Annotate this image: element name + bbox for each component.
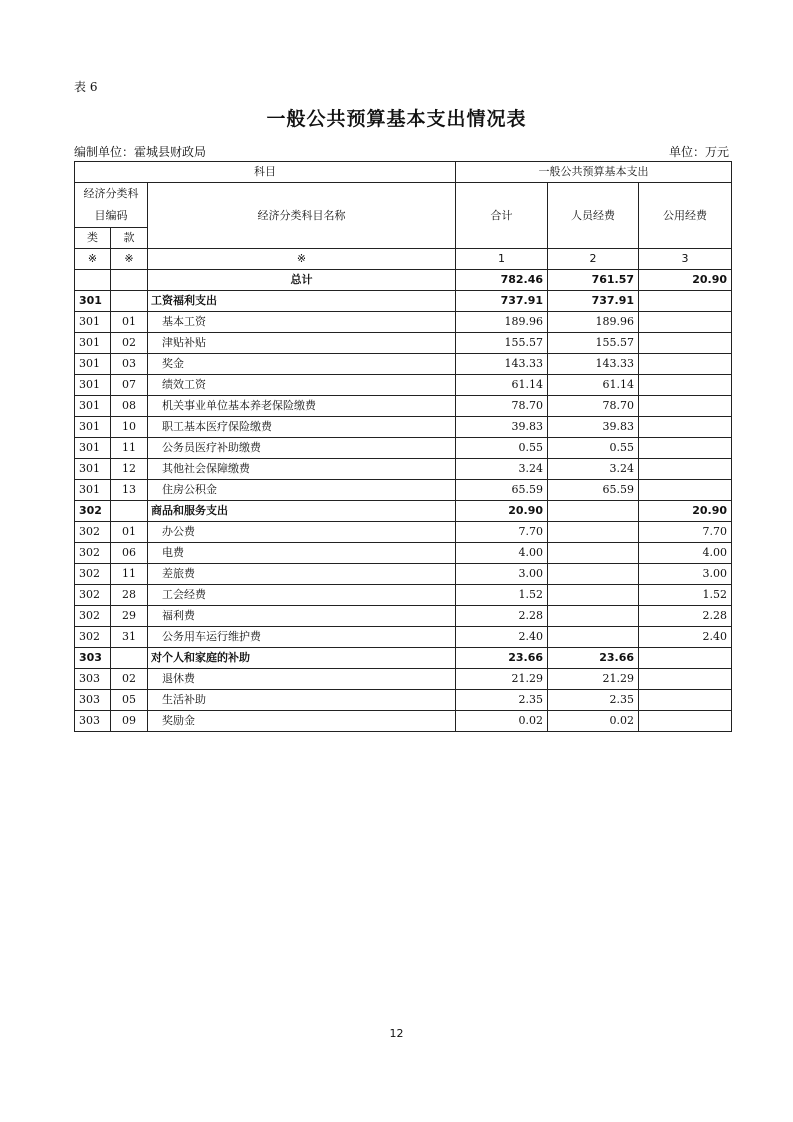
currency-unit: 单位：万元 [668, 145, 729, 159]
public-amount [639, 396, 732, 417]
category-code: 303 [75, 648, 111, 669]
personnel-amount [548, 543, 639, 564]
item-name: 福利费 [148, 606, 456, 627]
page-title: 一般公共预算基本支出情况表 [266, 108, 527, 130]
total-row [75, 270, 732, 291]
category-code: 301 [75, 312, 111, 333]
personnel-amount: 21.29 [548, 669, 639, 690]
table-row [75, 333, 732, 354]
personnel-amount [548, 606, 639, 627]
table-row [75, 396, 732, 417]
table-row [75, 606, 732, 627]
category-code: 303 [75, 711, 111, 732]
personnel-amount: 61.14 [548, 375, 639, 396]
item-code: 29 [111, 606, 148, 627]
personnel-amount: 78.70 [548, 396, 639, 417]
personnel-amount [548, 585, 639, 606]
total-amount: 61.14 [456, 375, 548, 396]
public-amount: 4.00 [639, 543, 732, 564]
item-code: 01 [111, 312, 148, 333]
personnel-amount: 3.24 [548, 459, 639, 480]
item-code [111, 501, 148, 522]
category-code: 302 [75, 585, 111, 606]
total-amount: 155.57 [456, 333, 548, 354]
total-amount: 143.33 [456, 354, 548, 375]
item-name: 其他社会保障缴费 [148, 459, 456, 480]
table-row [75, 480, 732, 501]
public-header: 公用经费 [639, 183, 732, 249]
total-amount: 4.00 [456, 543, 548, 564]
item-code: 09 [111, 711, 148, 732]
public-amount [639, 669, 732, 690]
table-row [75, 543, 732, 564]
public-amount: 20.90 [639, 501, 732, 522]
item-name: 退休费 [148, 669, 456, 690]
personnel-amount: 39.83 [548, 417, 639, 438]
public-amount: 2.40 [639, 627, 732, 648]
public-amount [639, 291, 732, 312]
item-name: 生活补助 [148, 690, 456, 711]
total-amount: 1.52 [456, 585, 548, 606]
personnel-amount: 0.02 [548, 711, 639, 732]
public-amount [639, 333, 732, 354]
item-code: 08 [111, 396, 148, 417]
total-amount: 0.55 [456, 438, 548, 459]
category-code: 303 [75, 690, 111, 711]
table-row [75, 354, 732, 375]
category-code: 301 [75, 459, 111, 480]
budget-table [74, 161, 732, 732]
category-code: 302 [75, 522, 111, 543]
item-name: 办公费 [148, 522, 456, 543]
public-amount: 7.70 [639, 522, 732, 543]
category-code: 301 [75, 333, 111, 354]
category-code: 302 [75, 564, 111, 585]
category-code: 302 [75, 606, 111, 627]
code-item-header: 款 [111, 228, 148, 249]
item-code: 02 [111, 669, 148, 690]
category-code: 301 [75, 480, 111, 501]
mark-cell: ※ [75, 249, 111, 270]
category-code: 302 [75, 627, 111, 648]
personnel-amount: 189.96 [548, 312, 639, 333]
item-code: 13 [111, 480, 148, 501]
personnel-amount [548, 627, 639, 648]
item-code: 06 [111, 543, 148, 564]
name-header: 经济分类科目名称 [148, 183, 456, 249]
item-code: 05 [111, 690, 148, 711]
total-amount: 0.02 [456, 711, 548, 732]
public-amount: 1.52 [639, 585, 732, 606]
personnel-amount: 23.66 [548, 648, 639, 669]
section-row [75, 501, 732, 522]
category-code: 301 [75, 396, 111, 417]
personnel-amount: 0.55 [548, 438, 639, 459]
item-name: 差旅费 [148, 564, 456, 585]
category-code: 301 [75, 438, 111, 459]
total-amount: 2.35 [456, 690, 548, 711]
total-public: 20.90 [639, 270, 732, 291]
item-code: 31 [111, 627, 148, 648]
public-amount: 3.00 [639, 564, 732, 585]
total-personnel: 761.57 [548, 270, 639, 291]
page-number: 12 [389, 1027, 404, 1040]
table-row [75, 438, 732, 459]
col-number-3: 3 [639, 249, 732, 270]
total-amount: 3.00 [456, 564, 548, 585]
table-row [75, 564, 732, 585]
public-amount [639, 438, 732, 459]
item-code: 07 [111, 375, 148, 396]
personnel-amount [548, 522, 639, 543]
table-row [75, 417, 732, 438]
mark-cell: ※ [111, 249, 148, 270]
item-code: 11 [111, 564, 148, 585]
total-value: 782.46 [456, 270, 548, 291]
table-row [75, 711, 732, 732]
compiling-unit: 编制单位：霍城县财政局 [74, 145, 207, 159]
table-row [75, 312, 732, 333]
table-row [75, 459, 732, 480]
total-amount: 78.70 [456, 396, 548, 417]
personnel-amount: 65.59 [548, 480, 639, 501]
category-code: 301 [75, 354, 111, 375]
item-name: 商品和服务支出 [148, 501, 456, 522]
table-row [75, 669, 732, 690]
table-row [75, 522, 732, 543]
item-name: 公务员医疗补助缴费 [148, 438, 456, 459]
personnel-amount: 2.35 [548, 690, 639, 711]
public-amount [639, 354, 732, 375]
section-row [75, 291, 732, 312]
total-amount: 23.66 [456, 648, 548, 669]
header-row-1 [75, 162, 732, 183]
code-header: 经济分类科目编码 [75, 183, 148, 228]
total-amount: 65.59 [456, 480, 548, 501]
table-row [75, 690, 732, 711]
category-code: 302 [75, 543, 111, 564]
public-amount [639, 312, 732, 333]
item-name: 奖励金 [148, 711, 456, 732]
item-code: 28 [111, 585, 148, 606]
total-amount: 20.90 [456, 501, 548, 522]
item-code: 10 [111, 417, 148, 438]
public-amount [639, 375, 732, 396]
item-code: 03 [111, 354, 148, 375]
public-amount [639, 711, 732, 732]
item-code [111, 648, 148, 669]
total-amount: 737.91 [456, 291, 548, 312]
item-name: 绩效工资 [148, 375, 456, 396]
total-amount: 39.83 [456, 417, 548, 438]
header-row-4 [75, 249, 732, 270]
item-name: 职工基本医疗保险缴费 [148, 417, 456, 438]
total-header: 合计 [456, 183, 548, 249]
empty-cell [75, 270, 111, 291]
item-name: 基本工资 [148, 312, 456, 333]
category-code: 302 [75, 501, 111, 522]
col-number-2: 2 [548, 249, 639, 270]
personnel-amount [548, 564, 639, 585]
section-row [75, 648, 732, 669]
col-number-1: 1 [456, 249, 548, 270]
personnel-amount [548, 501, 639, 522]
table-row [75, 585, 732, 606]
total-amount: 21.29 [456, 669, 548, 690]
item-name: 机关事业单位基本养老保险缴费 [148, 396, 456, 417]
category-code: 301 [75, 417, 111, 438]
category-code: 301 [75, 375, 111, 396]
item-code: 12 [111, 459, 148, 480]
item-name: 住房公积金 [148, 480, 456, 501]
item-code [111, 291, 148, 312]
code-cat-header: 类 [75, 228, 111, 249]
item-name: 奖金 [148, 354, 456, 375]
total-label: 总计 [148, 270, 456, 291]
personnel-header: 人员经费 [548, 183, 639, 249]
subject-header: 科目 [75, 162, 456, 183]
item-name: 公务用车运行维护费 [148, 627, 456, 648]
public-amount [639, 417, 732, 438]
total-amount: 7.70 [456, 522, 548, 543]
personnel-amount: 155.57 [548, 333, 639, 354]
item-name: 对个人和家庭的补助 [148, 648, 456, 669]
item-code: 11 [111, 438, 148, 459]
total-amount: 2.28 [456, 606, 548, 627]
header-row-2 [75, 183, 732, 228]
table-number: 表 6 [74, 80, 98, 94]
public-amount [639, 459, 732, 480]
total-amount: 2.40 [456, 627, 548, 648]
total-amount: 189.96 [456, 312, 548, 333]
item-name: 工资福利支出 [148, 291, 456, 312]
item-code: 02 [111, 333, 148, 354]
personnel-amount: 737.91 [548, 291, 639, 312]
personnel-amount: 143.33 [548, 354, 639, 375]
basic-expenditure-header: 一般公共预算基本支出 [456, 162, 732, 183]
public-amount [639, 690, 732, 711]
empty-cell [111, 270, 148, 291]
table-row [75, 375, 732, 396]
public-amount [639, 648, 732, 669]
item-name: 津贴补贴 [148, 333, 456, 354]
item-code: 01 [111, 522, 148, 543]
table-row [75, 627, 732, 648]
mark-cell: ※ [148, 249, 456, 270]
item-name: 电费 [148, 543, 456, 564]
total-amount: 3.24 [456, 459, 548, 480]
category-code: 303 [75, 669, 111, 690]
item-name: 工会经费 [148, 585, 456, 606]
public-amount [639, 480, 732, 501]
category-code: 301 [75, 291, 111, 312]
public-amount: 2.28 [639, 606, 732, 627]
